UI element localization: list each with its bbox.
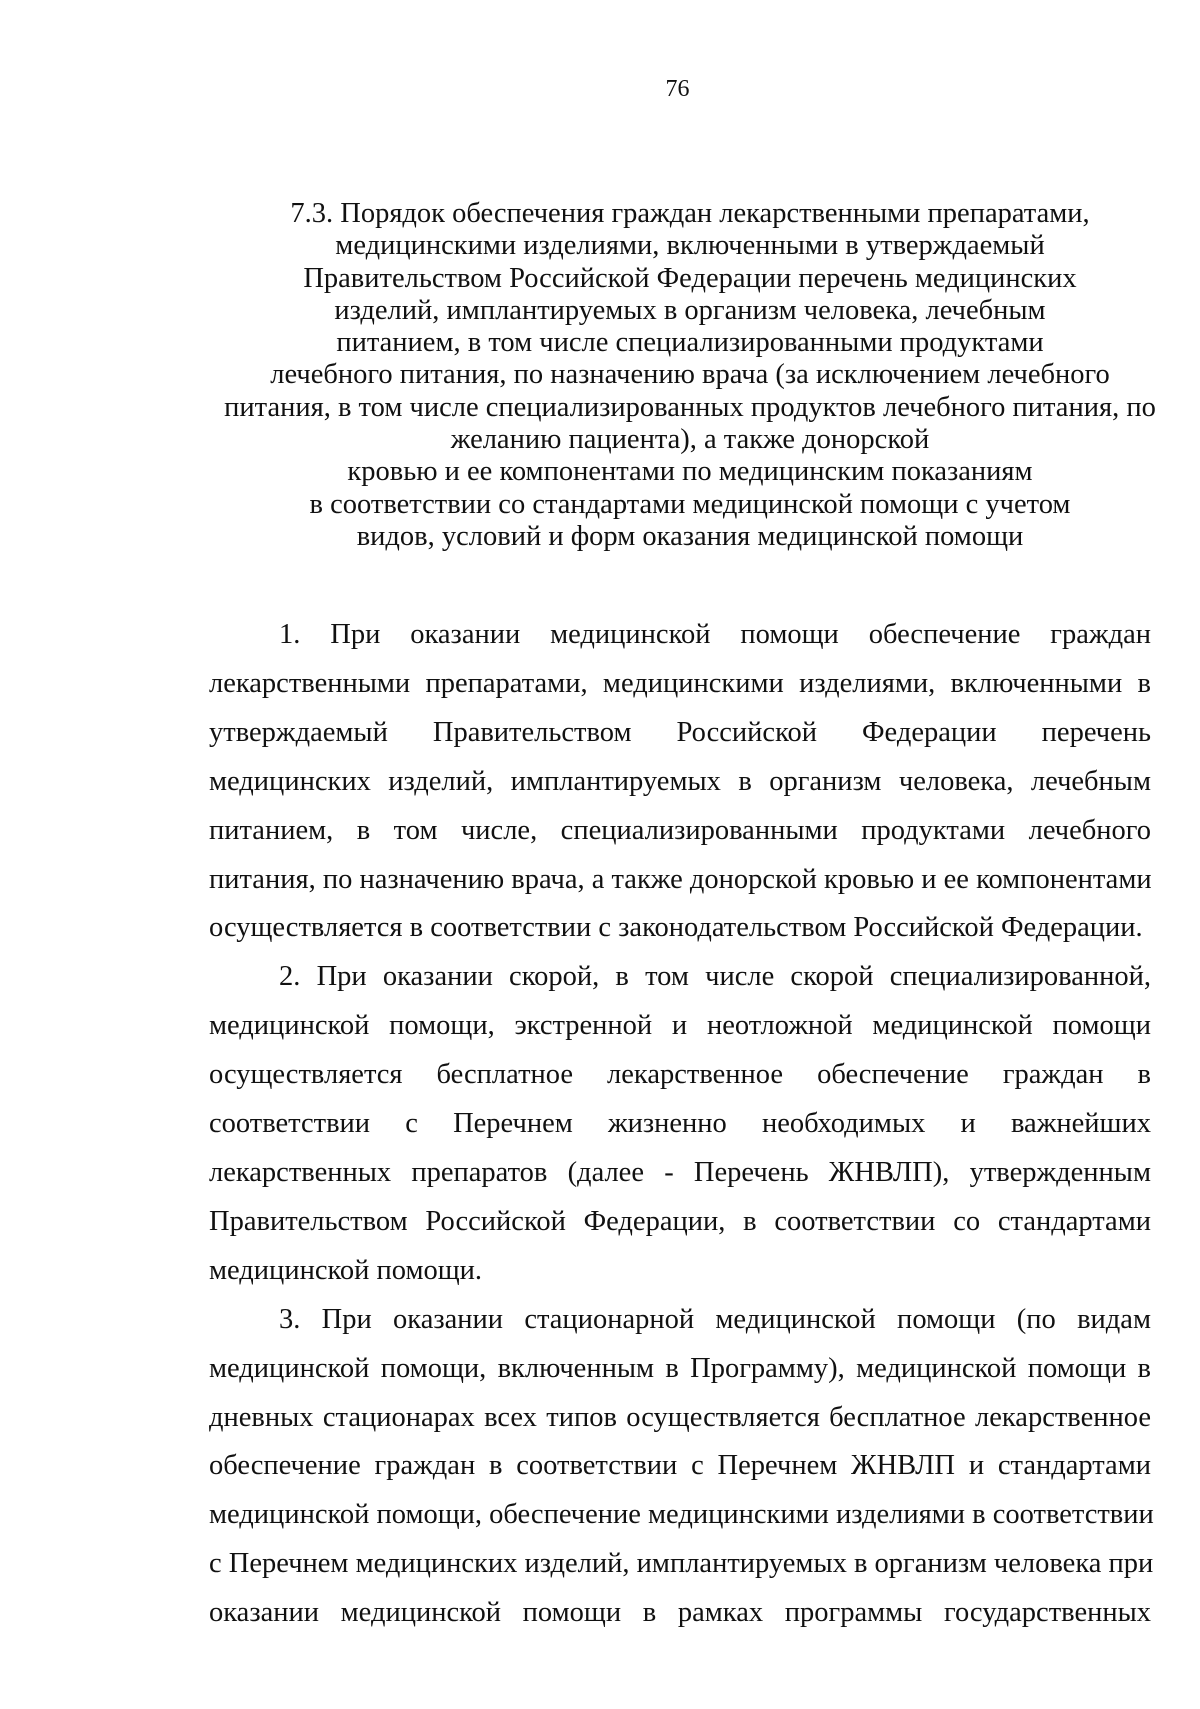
heading-line: желанию пациента), а также донорской xyxy=(450,424,930,456)
paragraph-3 xyxy=(209,1296,1154,1638)
heading-line: изделий, имплантируемых в организм человека, лечебным xyxy=(334,294,1046,326)
heading-line: в соответствии со стандартами медицинской помощи с учетом xyxy=(309,488,1071,520)
paragraph-line: медицинской помощи, экстренной и неотложной медицинской помощи xyxy=(209,1010,1151,1042)
heading-line: медицинскими изделиями, включенными в утверждаемый xyxy=(335,230,1045,262)
paragraph-line: питанием, в том числе, специализированными продуктами лечебного xyxy=(209,814,1151,846)
paragraph-line: медицинской помощи. xyxy=(209,1254,483,1286)
paragraph-line: дневных стационарах всех типов осуществляется бесплатное лекарственное xyxy=(209,1401,1151,1433)
heading-line: лечебного питания, по назначению врача (за исключением лечебного xyxy=(270,359,1110,391)
heading-line: кровью и ее компонентами по медицинским показаниям xyxy=(347,456,1033,488)
paragraph-line: 1. При оказании медицинской помощи обеспечение граждан xyxy=(279,619,1151,650)
page-number: 76 xyxy=(665,76,690,102)
heading-line: питания, в том числе специализированных продуктов лечебного питания, по xyxy=(224,391,1156,423)
paragraph-line: лекарственными препаратами, медицинскими изделиями, включенными в xyxy=(209,667,1151,699)
paragraph-line: 2. При оказании скорой, в том числе скорой специализированной, xyxy=(279,961,1151,993)
heading-line: видов, условий и форм оказания медицинской помощи xyxy=(356,520,1024,552)
paragraph-2 xyxy=(209,953,1151,1295)
body-text xyxy=(209,611,1154,1638)
paragraph-line: 3. При оказании стационарной медицинской помощи (по видам xyxy=(279,1303,1151,1335)
heading-line: питанием, в том числе специализированными продуктами xyxy=(336,327,1044,359)
paragraph-line: лекарственных препаратов (далее - Перечень ЖНВЛП), утвержденным xyxy=(209,1156,1151,1188)
paragraph-line: соответствии с Перечнем жизненно необходимых и важнейших xyxy=(209,1108,1151,1140)
paragraph-line: медицинской помощи, включенным в Программу), медицинской помощи в xyxy=(209,1352,1151,1384)
paragraph-line: осуществляется в соответствии с законодательством Российской Федерации. xyxy=(209,912,1143,944)
paragraph-line: медицинской помощи, обеспечение медицинскими изделиями в соответствии xyxy=(209,1499,1154,1531)
section-heading xyxy=(200,198,1180,553)
heading-line: Правительством Российской Федерации перечень медицинских xyxy=(303,262,1077,294)
paragraph-line: обеспечение граждан в соответствии с Перечнем ЖНВЛП и стандартами xyxy=(209,1450,1151,1482)
paragraph-line: утверждаемый Правительством Российской Федерации перечень xyxy=(209,716,1151,748)
paragraph-line: осуществляется бесплатное лекарственное обеспечение граждан в xyxy=(209,1059,1151,1091)
paragraph-line: питания, по назначению врача, а также донорской кровью и ее компонентами xyxy=(209,863,1152,895)
heading-line: 7.3. Порядок обеспечения граждан лекарственными препаратами, xyxy=(290,198,1090,229)
paragraph-line: Правительством Российской Федерации, в соответствии со стандартами xyxy=(209,1205,1151,1237)
paragraph-line: с Перечнем медицинских изделий, имплантируемых в организм человека при xyxy=(209,1548,1154,1580)
paragraph-1 xyxy=(209,611,1151,953)
paragraph-line: медицинских изделий, имплантируемых в организм человека, лечебным xyxy=(209,765,1151,797)
paragraph-line: оказании медицинской помощи в рамках программы государственных xyxy=(209,1597,1151,1629)
